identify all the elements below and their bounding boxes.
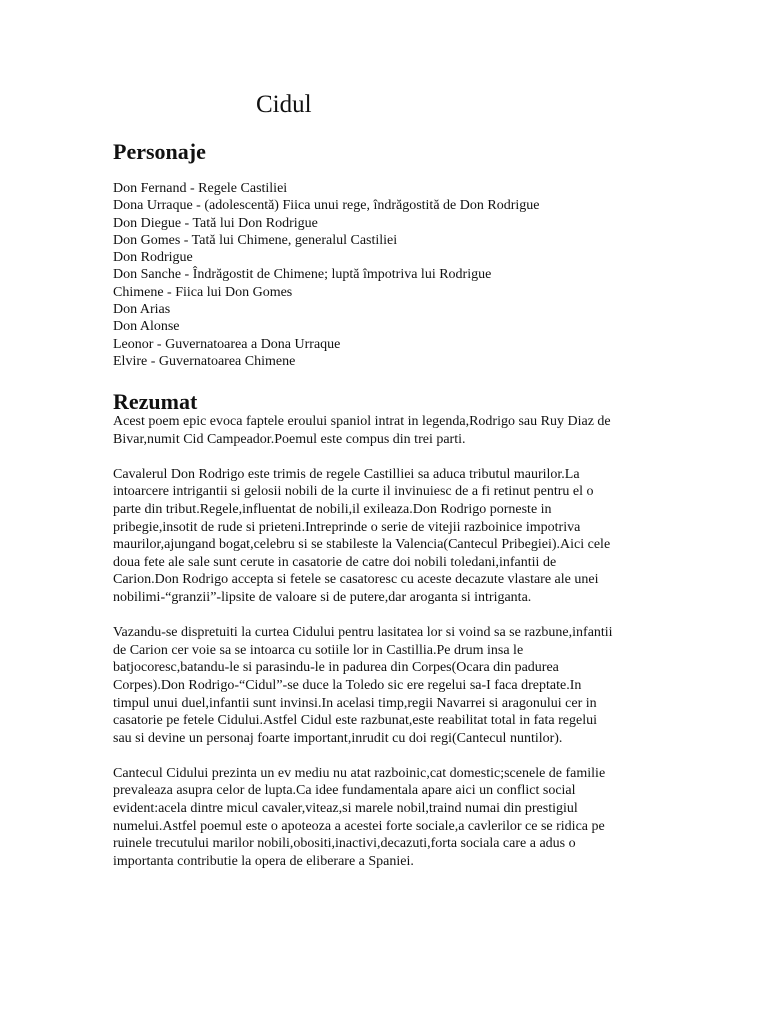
summary-line: numelui.Astfel poemul este o apoteoza a acestei forte sociale,a cavlerilor ce se ridica pe bbox=[113, 818, 605, 834]
summary-line: pribegie,insotit de rude si prieteni.Intreprinde o serie de vitejii razboinice impotriva bbox=[113, 519, 581, 535]
summary-line: Corpes).Don Rodrigo-“Cidul”-se duce la Toledo sic ere regelui sa-I faca dreptate.In bbox=[113, 677, 582, 693]
section-heading-rezumat: Rezumat bbox=[113, 389, 198, 414]
summary-paragraph bbox=[113, 765, 643, 871]
character-entry: Don Arias bbox=[113, 302, 171, 318]
character-entry: Chimene - Fiica lui Don Gomes bbox=[113, 284, 293, 300]
summary-line: Cavalerul Don Rodrigo este trimis de regele Castilliei sa aduca tributul maurilor.La bbox=[113, 466, 580, 482]
summary-paragraph bbox=[113, 413, 643, 448]
summary-line: batjocoresc,batandu-le si parasindu-le in padurea din Corpes(Ocara din padurea bbox=[113, 660, 559, 676]
summary-line: Carion.Don Rodrigo accepta si fetele se casatoresc cu aceste decazute vlastare ale unei bbox=[113, 572, 599, 588]
summary-line: Bivar,numit Cid Campeador.Poemul este compus din trei parti. bbox=[113, 431, 466, 447]
summary-line: parte din tribut.Regele,influentat de nobili,il exileaza.Don Rodrigo porneste in bbox=[113, 501, 552, 517]
character-entry: Don Rodrigue bbox=[113, 250, 193, 266]
character-entry: Don Gomes - Tată lui Chimene, generalul Castiliei bbox=[113, 232, 398, 248]
summary-line: timpul unui duel,infantii sunt invinsi.In acelasi timp,regii Navarrei si aragonului cer in bbox=[113, 695, 597, 711]
summary-line: doua fete ale sale sunt cerute in casatorie de catre doi nobili toledani,infantii de bbox=[113, 554, 557, 570]
summary-paragraph bbox=[113, 466, 643, 607]
character-entry: Leonor - Guvernatoarea a Dona Urraque bbox=[113, 336, 341, 352]
summary-line: intoarcere intrigantii si gelosii nobili de la curte il invinuiesc de a fi retinut pentru el o bbox=[113, 484, 594, 500]
summary-line: sau si devine un personaj foarte important,inrudit cu doi regi(Cantecul nuntilor). bbox=[113, 730, 563, 746]
character-list bbox=[113, 180, 539, 370]
summary-line: maurilor,ajungand bogat,celebru si se stabileste la Valencia(Cantecul Pribegiei).Aici cele bbox=[113, 537, 611, 553]
character-entry: Elvire - Guvernatoarea Chimene bbox=[113, 353, 296, 369]
summary-line: prevaleaza asupra celor de lupta.Ca idee fundamentala apare aici un conflict social bbox=[113, 783, 576, 799]
summary-line: Acest poem epic evoca faptele eroului spaniol intrat in legenda,Rodrigo sau Ruy Diaz de bbox=[113, 414, 611, 429]
summary-line: Cantecul Cidului prezinta un ev mediu nu atat razboinic,cat domestic;scenele de familie bbox=[113, 765, 606, 781]
character-entry: Don Diegue - Tată lui Don Rodrigue bbox=[113, 215, 318, 231]
summary-line: de Carion cer voie sa se intoarca cu sotiile lor in Castillia.Pe drum insa le bbox=[113, 642, 524, 658]
character-entry: Don Alonse bbox=[113, 319, 180, 335]
summary-body bbox=[113, 413, 643, 888]
summary-line: nobilimi-“granzii”-lipsite de valoare si de putere,dar aroganta si intriganta. bbox=[113, 589, 532, 605]
character-entry: Don Sanche - Îndrăgostit de Chimene; luptă împotriva lui Rodrigue bbox=[113, 267, 492, 283]
section-heading-personaje: Personaje bbox=[113, 139, 206, 164]
summary-line: importanta contributie la opera de eliberare a Spaniei. bbox=[113, 853, 414, 869]
summary-line: casatorie pe fetele Cidului.Astfel Cidul este razbunat,este reabilitat total in fata regelui bbox=[113, 713, 597, 729]
summary-paragraph bbox=[113, 624, 643, 747]
document-title: Cidul bbox=[256, 91, 312, 118]
character-entry: Don Fernand - Regele Castiliei bbox=[113, 181, 288, 196]
summary-line: ruinele trecutului marilor nobili,obositi,inactivi,decazuti,forta sociala care a adus o bbox=[113, 836, 576, 852]
character-entry: Dona Urraque - (adolescentă) Fiica unui rege, îndrăgostită de Don Rodrigue bbox=[113, 198, 540, 214]
summary-line: Vazandu-se dispretuiti la curtea Cidului pentru lasitatea lor si voind sa se razbune,infantii bbox=[113, 625, 613, 641]
summary-line: evident:acela dintre micul cavaler,viteaz,si marele nobil,traind numai din prestigiul bbox=[113, 801, 578, 817]
